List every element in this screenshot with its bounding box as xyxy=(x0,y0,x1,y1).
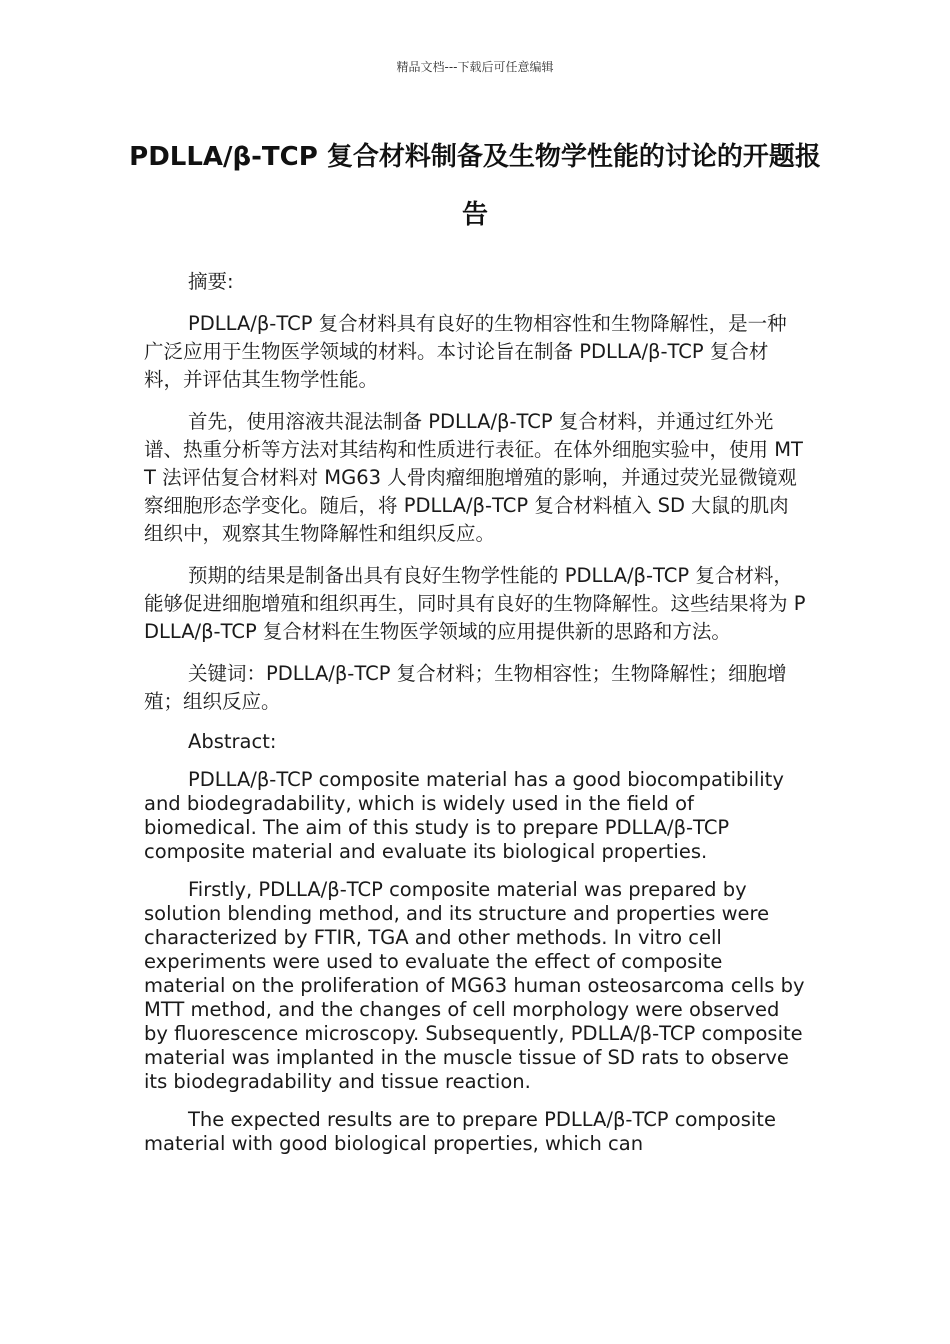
abstract-heading-cn: 摘要: xyxy=(188,270,234,293)
document-body xyxy=(144,268,806,1170)
abstract-paragraph-cn-3: 预期的结果是制备出具有良好生物学性能的 PDLLA/β-TCP 复合材料，能够促进细胞增殖和组织再生，同时具有良好的生物降解性。这些结果将为 PDLLA/β-TCP 复合材料在生物医学领域的应用提供新的思路和方法。 xyxy=(144,564,806,643)
keywords-paragraph-cn: 关键词：PDLLA/β-TCP 复合材料；生物相容性；生物降解性；细胞增殖；组织反应。 xyxy=(144,662,787,713)
abstract-paragraph-cn-1: PDLLA/β-TCP 复合材料具有良好的生物相容性和生物降解性，是一种广泛应用于生物医学领域的材料。本讨论旨在制备 PDLLA/β-TCP 复合材料，并评估其生物学性能。 xyxy=(144,312,787,391)
abstract-paragraph-en-2: Firstly, PDLLA/β-TCP composite material was prepared by solution blending method, and its structure and properties were characterized by FTIR, TGA and other methods. In vitro cell experiments were used to evaluate the effect of composite material on the proliferation of MG63 human osteosarcoma cells by MTT method, and the changes of cell morphology were observed by fluorescence microscopy. Subsequently, PDLLA/β-TCP composite material was implanted in the muscle tissue of SD rats to observe its biodegradability and tissue reaction. xyxy=(144,878,805,1093)
document-title: PDLLA/β-TCP 复合材料制备及生物学性能的讨论的开题报告 xyxy=(129,142,821,230)
abstract-paragraph-cn-2: 首先，使用溶液共混法制备 PDLLA/β-TCP 复合材料，并通过红外光谱、热重分析等方法对其结构和性质进行表征。在体外细胞实验中，使用 MTT 法评估复合材料对 MG63 人骨肉瘤细胞增殖的影响，并通过荧光显微镜观察细胞形态学变化。随后，将 PDLLA/β-TCP 复合材料植入 SD 大鼠的肌肉组织中，观察其生物降解性和组织反应。 xyxy=(144,410,803,545)
header-note: 精品文档---下载后可任意编辑 xyxy=(396,60,554,74)
abstract-heading-en: Abstract: xyxy=(188,730,277,753)
abstract-paragraph-en-3: The expected results are to prepare PDLLA/β-TCP composite material with good biological properties, which can xyxy=(144,1108,776,1155)
abstract-paragraph-en-1: PDLLA/β-TCP composite material has a good biocompatibility and biodegradability, which is widely used in the field of biomedical. The aim of this study is to prepare PDLLA/β-TCP composite material and evaluate its biological properties. xyxy=(144,768,784,863)
